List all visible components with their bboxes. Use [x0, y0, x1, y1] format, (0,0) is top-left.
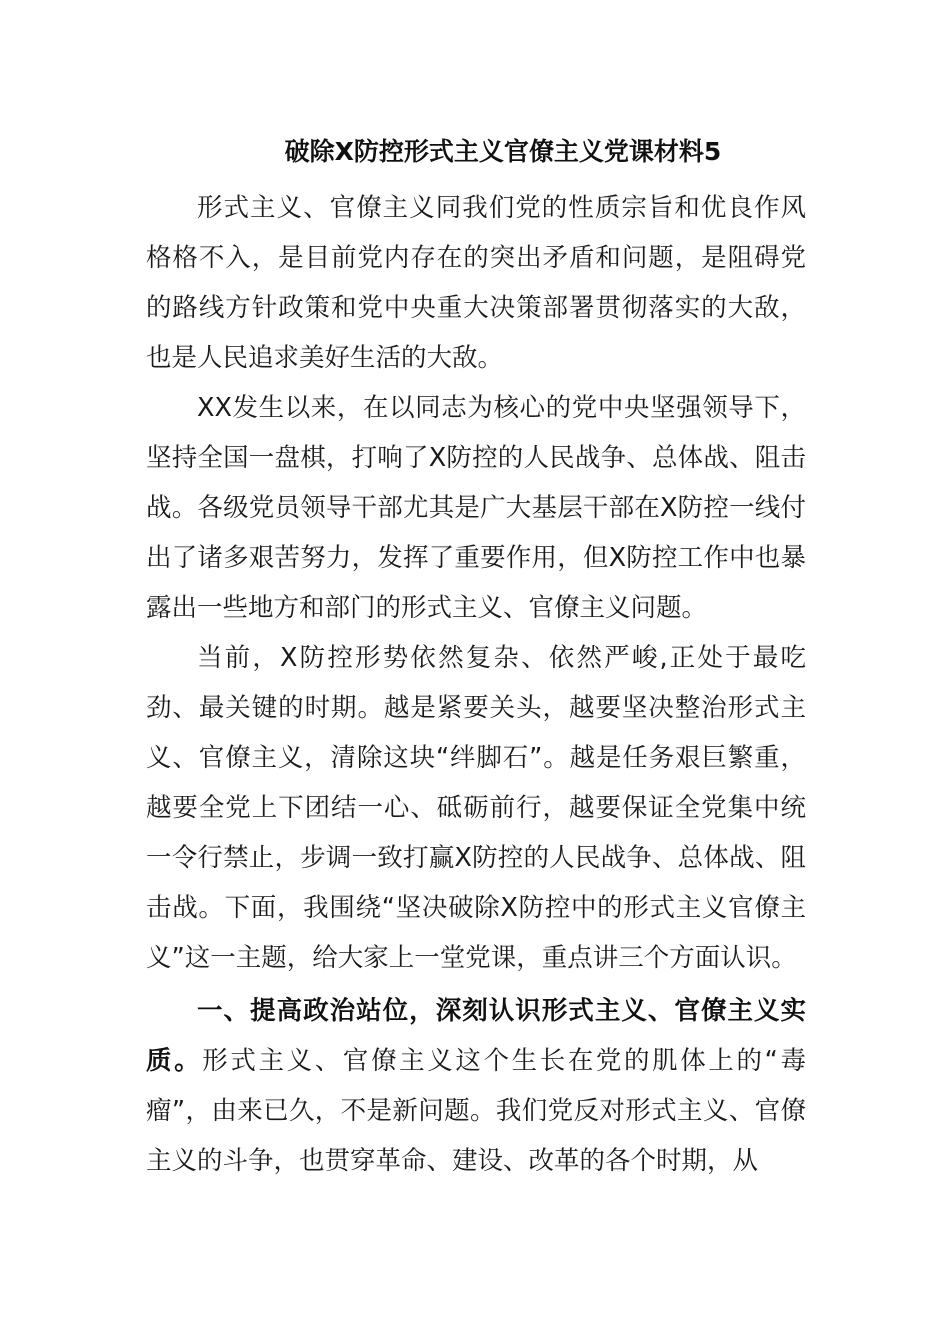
paragraph-1: 形式主义、官僚主义同我们党的性质宗旨和优良作风格格不入，是目前党内存在的突出矛盾和问题，是阻碍党的路线方针政策和党中央重大决策部署贯彻落实的大敌，也是人民追求美好生活的大敌。	[146, 193, 806, 373]
paragraph-2: XX发生以来，在以同志为核心的党中央坚强领导下，坚持全国一盘棋，打响了X防控的人民战争、总体战、阻击战。各级党员领导干部尤其是广大基层干部在X防控一线付出了诸多艰苦努力，发挥了重要作用，但X防控工作中也暴露出一些地方和部门的形式主义、官僚主义问题。	[146, 393, 806, 623]
document-title: 破除X防控形式主义官僚主义党课材料5	[284, 137, 722, 166]
section-1-text: 形式主义、官僚主义这个生长在党的肌体上的“毒瘤”，由来已久，不是新问题。我们党反对形式主义、官僚主义的斗争，也贯穿革命、建设、改革的各个时期，从	[146, 1046, 806, 1176]
section-1-paragraph	[146, 986, 806, 1186]
paragraph-3: 当前，X防控形势依然复杂、依然严峻,正处于最吃劲、最关键的时期。越是紧要关头，越要坚决整治形式主义、官僚主义，清除这块“绊脚石”。越是任务艰巨繁重，越要全党上下团结一心、砥砺前行，越要保证全党集中统一令行禁止，步调一致打赢X防控的人民战争、总体战、阻击战。下面，我围绕“坚决破除X防控中的形式主义官僚主义”这一主题，给大家上一堂党课，重点讲三个方面认识。	[146, 643, 806, 973]
section-1-heading: 一、提高政治站位，深刻认识形式主义、官僚主义实质。	[146, 996, 806, 1076]
document-body	[146, 183, 806, 1186]
